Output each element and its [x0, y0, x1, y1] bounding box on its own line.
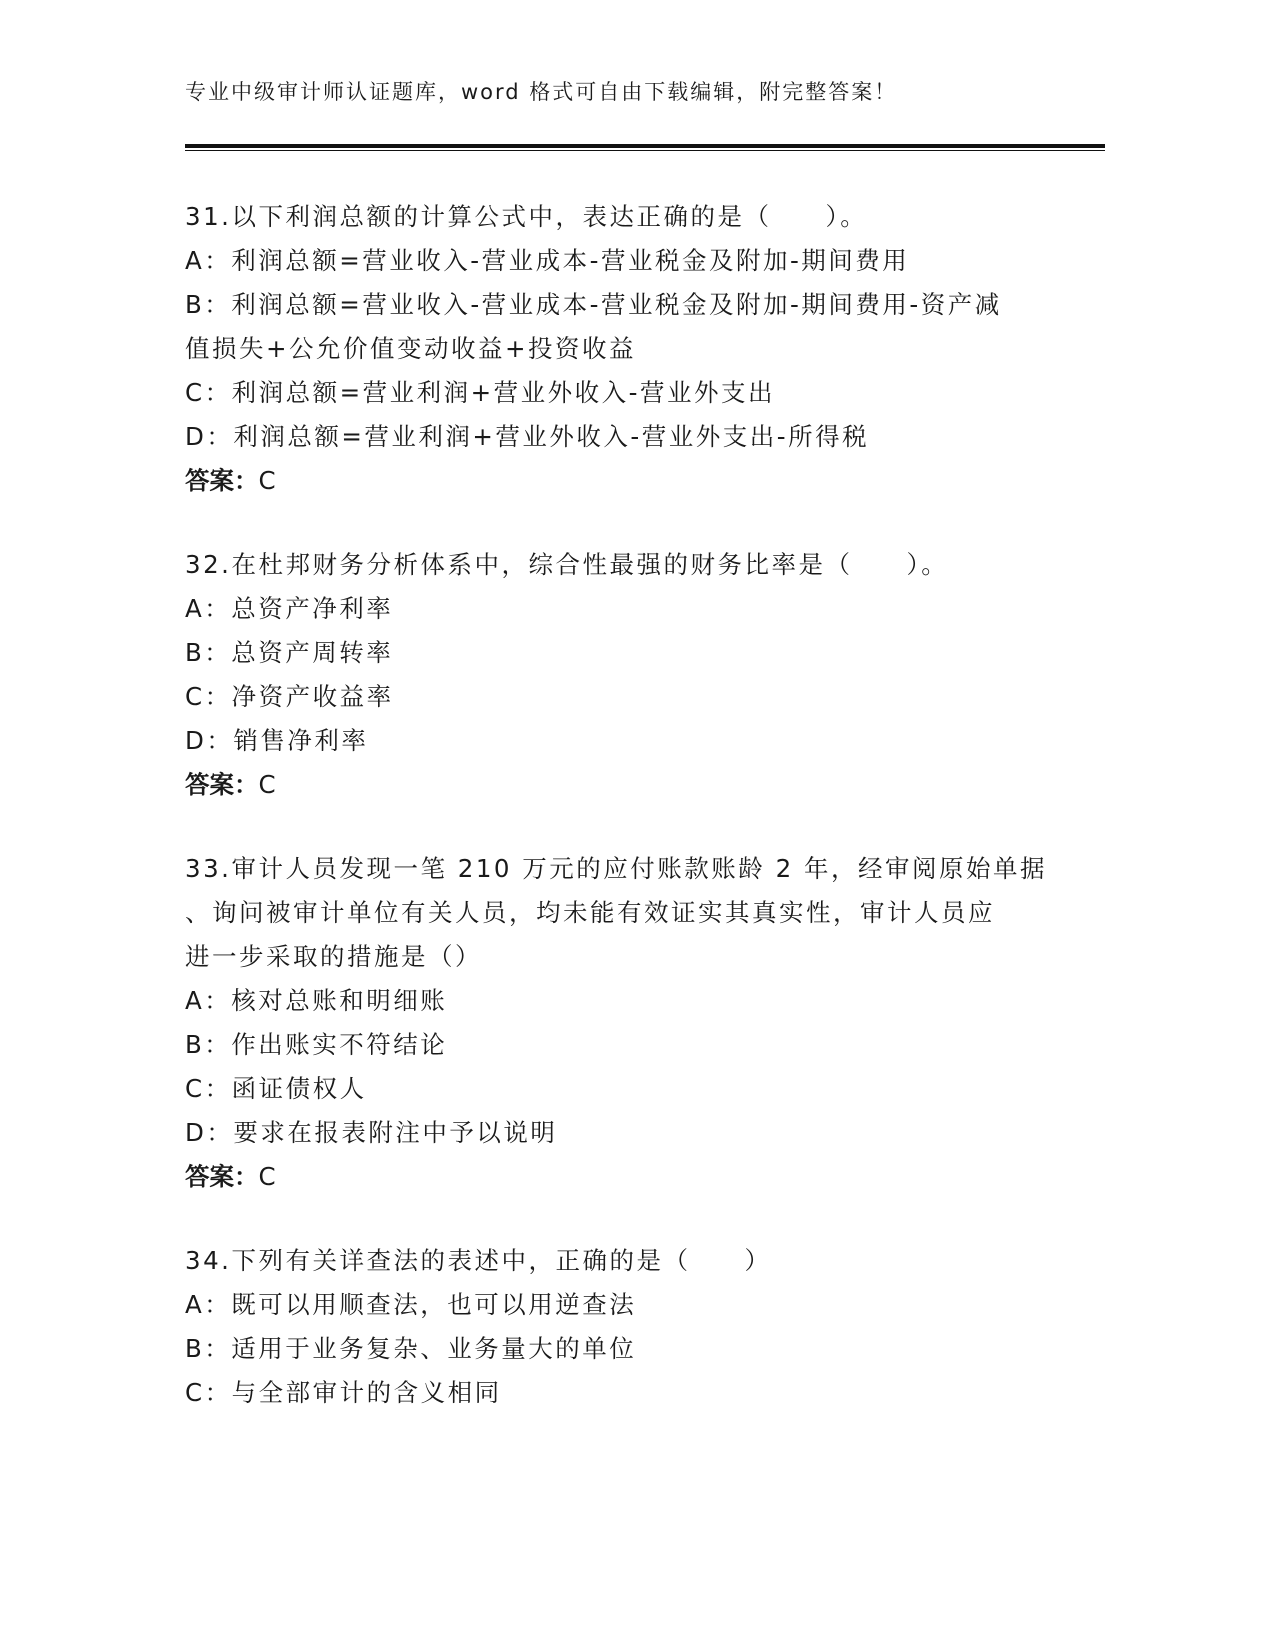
answer — [185, 763, 1065, 807]
page-header: 专业中级审计师认证题库，word 格式可自由下载编辑，附完整答案！ — [185, 80, 898, 104]
question-stem: 32.在杜邦财务分析体系中，综合性最强的财务比率是（ ）。 — [185, 550, 949, 579]
option-d: D：利润总额=营业利润+营业外收入-营业外支出-所得税 — [185, 422, 870, 451]
question-34 — [185, 1239, 1065, 1415]
option-a: A：核对总账和明细账 — [185, 986, 448, 1015]
option-b: B：适用于业务复杂、业务量大的单位 — [185, 1334, 637, 1363]
answer-label: 答案： — [185, 770, 259, 799]
question-32 — [185, 543, 1065, 807]
question-stem: 33.审计人员发现一笔 210 万元的应付账款账龄 2 年，经审阅原始单据 — [185, 854, 1047, 883]
option-c: C：函证债权人 — [185, 1074, 367, 1103]
question-list — [185, 195, 1065, 1455]
answer-label: 答案： — [185, 1162, 259, 1191]
option-b: B：作出账实不符结论 — [185, 1030, 448, 1059]
option-c: C：利润总额=营业利润+营业外收入-营业外支出 — [185, 378, 776, 407]
question-stem-continued: 、询问被审计单位有关人员，均未能有效证实其真实性，审计人员应 — [185, 898, 995, 927]
option-d: D：销售净利率 — [185, 726, 369, 755]
answer — [185, 459, 1065, 503]
answer-value: C — [258, 770, 276, 799]
question-33 — [185, 847, 1065, 1199]
option-a: A：利润总额=营业收入-营业成本-营业税金及附加-期间费用 — [185, 246, 910, 275]
question-31 — [185, 195, 1065, 503]
question-stem: 31.以下利润总额的计算公式中，表达正确的是（ ）。 — [185, 202, 868, 231]
option-b-continued: 值损失+公允价值变动收益+投资收益 — [185, 334, 637, 363]
option-a: A：既可以用顺查法，也可以用逆查法 — [185, 1290, 637, 1319]
header-divider — [185, 144, 1105, 148]
option-c: C：净资产收益率 — [185, 682, 394, 711]
question-stem-continued: 进一步采取的措施是（） — [185, 942, 482, 971]
answer-value: C — [258, 1162, 276, 1191]
question-stem: 34.下列有关详查法的表述中，正确的是（ ） — [185, 1246, 772, 1275]
option-b: B：利润总额=营业收入-营业成本-营业税金及附加-期间费用-资产减 — [185, 290, 1002, 319]
option-b: B：总资产周转率 — [185, 638, 394, 667]
answer-value: C — [258, 466, 276, 495]
answer — [185, 1155, 1065, 1199]
option-a: A：总资产净利率 — [185, 594, 394, 623]
header-divider-thin — [185, 150, 1105, 151]
option-c: C：与全部审计的含义相同 — [185, 1378, 502, 1407]
option-d: D：要求在报表附注中予以说明 — [185, 1118, 558, 1147]
answer-label: 答案： — [185, 466, 259, 495]
